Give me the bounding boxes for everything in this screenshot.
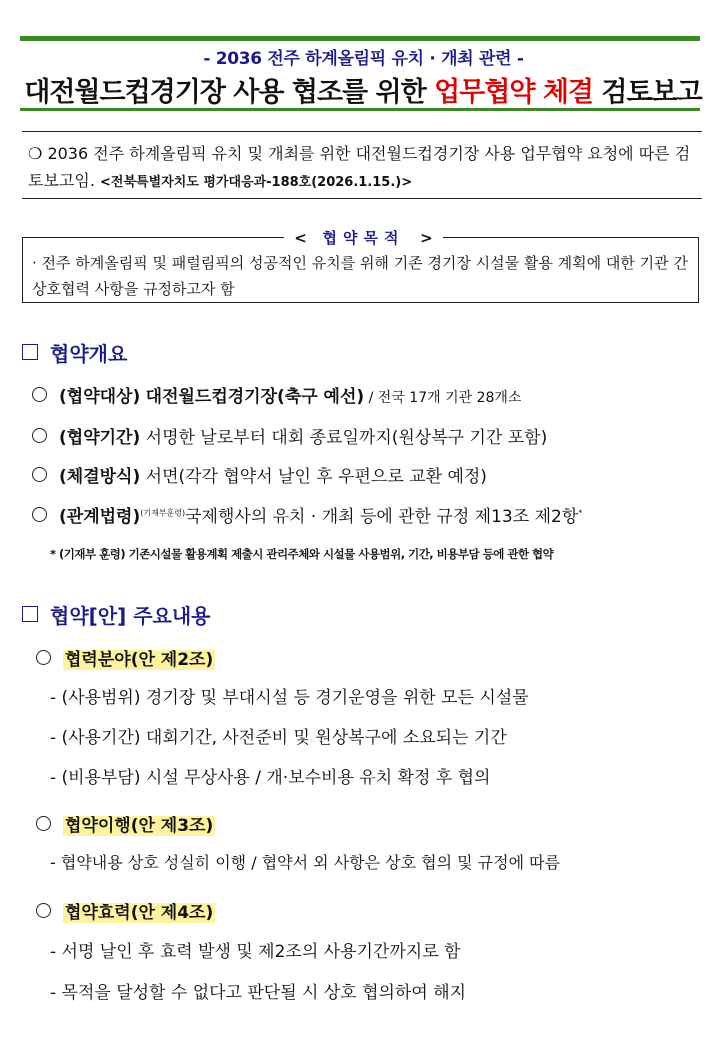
summary-top-line: [22, 131, 702, 132]
summary-text: 2036 전주 하계올림픽 유치 및 개최를 위한 대전월드컵경기장 사용 업무협약 요청에 따른 검토보고임.: [28, 144, 691, 190]
circle-bullet-icon: [32, 507, 47, 522]
circle-bullet-icon: [32, 467, 47, 482]
circle-bullet-icon: [36, 650, 51, 665]
purpose-label-text: 협약목적: [322, 229, 405, 247]
purpose-text: · 전주 하계올림픽 및 패럴림픽의 성공적인 유치를 위해 기존 경기장 시설물 활용 계획에 대한 기관 간 상호협력 사항을 규정하고자 함: [32, 254, 688, 298]
effect-line: - 목적을 달성할 수 없다고 판단될 시 상호 협의하여 해지: [50, 983, 467, 1003]
section1-title: 협약개요: [50, 342, 128, 366]
document-title: [18, 70, 708, 109]
overview-item-target: (협약대상) 대전월드컵경기장(축구 예선) / 전국 17개 기관 28개소: [32, 382, 521, 407]
section-heading-contents: [22, 600, 210, 629]
summary-bullet-icon: ❍: [28, 144, 43, 163]
circle-bullet-icon: [32, 428, 47, 443]
purpose-label: [0, 227, 727, 248]
effect-line: - 서명 날인 후 효력 발생 및 제2조의 사용기간까지로 함: [50, 942, 461, 962]
overview-item-method: (체결방식) 서면(각각 협약서 날인 후 우편으로 교환 예정): [32, 462, 487, 487]
section-heading-overview: [22, 338, 127, 367]
summary-paragraph: [28, 140, 698, 196]
purpose-label-right: >: [420, 229, 433, 247]
group-heading-performance: 협약이행(안 제3조): [36, 811, 215, 836]
purpose-label-left: <: [294, 229, 307, 247]
checkbox-square-icon: [22, 606, 38, 622]
title-part2: 검토보고: [593, 77, 702, 108]
checkbox-square-icon: [22, 344, 38, 360]
cooperation-line: - (비용부담) 시설 무상사용 / 개·보수비용 유치 확정 후 협의: [50, 768, 491, 788]
performance-line: - 협약내용 상호 성실히 이행 / 협약서 외 사항은 상호 협의 및 규정에 따름: [50, 853, 561, 872]
overview-item-law: (관계법령)$^{(기재부훈령)}$국제행사의 유치 · 개최 등에 관한 규정 제13조 제2항*: [32, 502, 582, 527]
header-top-rule: [20, 36, 700, 41]
header-bottom-rule: [20, 108, 700, 111]
circle-bullet-icon: [36, 903, 51, 918]
law-footnote: * (기재부 훈령) 기존시설물 활용계획 제출시 관리주체와 시설물 사용범위, 기간, 비용부담 등에 관한 협약: [50, 547, 554, 561]
circle-bullet-icon: [36, 816, 51, 831]
cooperation-line: - (사용범위) 경기장 및 부대시설 등 경기운영을 위한 모든 시설물: [50, 688, 529, 708]
group-heading-cooperation: 협력분야(안 제2조): [36, 645, 215, 670]
cooperation-line: - (사용기간) 대회기간, 사전준비 및 원상복구에 소요되는 기간: [50, 728, 507, 748]
title-highlight: 업무협약 체결: [434, 77, 593, 108]
document-subtitle: - 2036 전주 하계올림픽 유치 · 개최 관련 -: [203, 49, 524, 69]
group-heading-effect: 협약효력(안 제4조): [36, 898, 215, 923]
section2-title: 협약[안] 주요내용: [50, 604, 211, 628]
circle-bullet-icon: [32, 387, 47, 402]
title-part1: 대전월드컵경기장 사용 협조를 위한: [24, 77, 435, 108]
summary-bottom-line: [22, 198, 702, 199]
summary-reference: <전북특별자치도 평가대응과-188호(2026.1.15.)>: [100, 175, 413, 190]
overview-item-period: (협약기간) 서명한 날로부터 대회 종료일까지(원상복구 기간 포함): [32, 423, 547, 448]
